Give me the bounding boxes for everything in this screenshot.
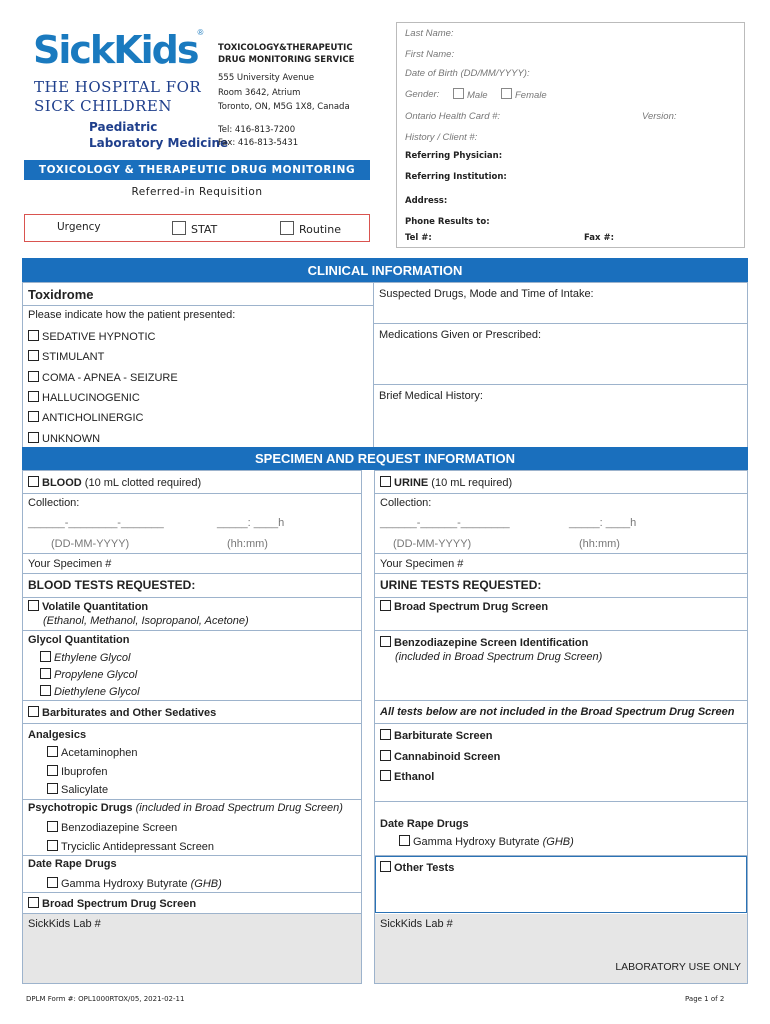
blood-time-format: (hh:mm)	[227, 538, 268, 550]
urine-column	[374, 470, 748, 984]
address-field[interactable]: Address:	[405, 196, 448, 206]
toxidrome-option[interactable]: UNKNOWN	[28, 432, 100, 445]
urgency-label: Urgency	[57, 221, 101, 233]
checkbox-icon[interactable]	[28, 432, 39, 443]
glycol-option[interactable]: Ethylene Glycol	[40, 651, 130, 664]
service-address-3: Toronto, ON, M5G 1X8, Canada	[218, 102, 350, 112]
male-box[interactable]	[453, 88, 464, 99]
analgesics-label: Analgesics	[28, 729, 87, 741]
urine-date-format: (DD-MM-YYYY)	[393, 538, 472, 550]
benzo-note: (included in Broad Spectrum Drug Screen)	[395, 651, 603, 663]
medical-history-field[interactable]: Brief Medical History:	[379, 390, 483, 402]
service-name-1: TOXICOLOGY&THERAPEUTIC	[218, 43, 353, 53]
checkbox-icon[interactable]	[380, 636, 391, 647]
first-name-field[interactable]: First Name:	[405, 49, 455, 60]
checkbox-icon[interactable]	[40, 685, 51, 696]
last-name-field[interactable]: Last Name:	[405, 28, 454, 39]
checkbox-icon[interactable]	[28, 411, 39, 422]
not-included-note: All tests below are not included in the Broad Spectrum Drug Screen	[380, 706, 735, 718]
glycol-option[interactable]: Propylene Glycol	[40, 668, 137, 681]
analgesic-option[interactable]: Ibuprofen	[47, 765, 107, 778]
checkbox-icon[interactable]	[28, 476, 39, 487]
checkbox-icon[interactable]	[47, 765, 58, 776]
other-tests-box[interactable]	[375, 856, 747, 913]
urine-specimen-no[interactable]: Your Specimen #	[380, 558, 464, 570]
volatile-note: (Ethanol, Methanol, Isopropanol, Acetone)	[43, 615, 249, 627]
urine-test-option[interactable]: Barbiturate Screen	[380, 729, 492, 742]
referring-institution-field[interactable]: Referring Institution:	[405, 172, 507, 182]
checkbox-icon[interactable]	[47, 746, 58, 757]
service-fax: Fax: 416-813-5431	[218, 138, 299, 148]
health-card-field[interactable]: Ontario Health Card #:	[405, 111, 501, 122]
blood-checkbox[interactable]: BLOOD (10 mL clotted required)	[28, 476, 201, 489]
gender-male-checkbox[interactable]	[453, 88, 488, 101]
blood-broad-spectrum-checkbox[interactable]: Broad Spectrum Drug Screen	[28, 897, 196, 910]
analgesic-option[interactable]: Acetaminophen	[47, 746, 137, 759]
checkbox-icon[interactable]	[380, 476, 391, 487]
blood-column	[22, 470, 362, 984]
urine-ghb-checkbox[interactable]: Gamma Hydroxy Butyrate (GHB)	[399, 835, 574, 848]
analgesic-option[interactable]: Salicylate	[47, 783, 108, 796]
sickkids-logo	[33, 28, 203, 72]
medications-field[interactable]: Medications Given or Prescribed:	[379, 329, 542, 341]
urine-broad-spectrum-checkbox[interactable]: Broad Spectrum Drug Screen	[380, 600, 548, 613]
checkbox-icon[interactable]	[28, 330, 39, 341]
specimen-header: SPECIMEN AND REQUEST INFORMATION	[22, 447, 748, 470]
gender-label: Gender:	[405, 89, 440, 100]
male-label: Male	[467, 90, 488, 101]
blood-lab-no: SickKids Lab #	[28, 918, 101, 930]
stat-box[interactable]	[172, 221, 186, 235]
blood-date-input[interactable]: ______-________-_______	[28, 517, 164, 529]
gender-female-checkbox[interactable]	[501, 88, 547, 101]
dept-line1: Paediatric	[89, 120, 158, 134]
glycol-label: Glycol Quantitation	[28, 634, 130, 646]
checkbox-icon[interactable]	[28, 897, 39, 908]
urgency-box	[24, 214, 370, 242]
urine-time-input[interactable]: _____: ____h	[569, 517, 637, 529]
checkbox-icon[interactable]	[28, 391, 39, 402]
blood-collection-label: Collection:	[28, 497, 80, 509]
service-name-2: DRUG MONITORING SERVICE	[218, 55, 355, 65]
urine-tests-header: URINE TESTS REQUESTED:	[380, 578, 542, 592]
clinical-header: CLINICAL INFORMATION	[22, 258, 748, 282]
urine-date-input[interactable]: ______-______-________	[380, 517, 510, 529]
checkbox-icon[interactable]	[40, 668, 51, 679]
psychotropic-option[interactable]: Benzodiazepine Screen	[47, 821, 177, 834]
blood-date-format: (DD-MM-YYYY)	[51, 538, 130, 550]
checkbox-icon[interactable]	[47, 783, 58, 794]
checkbox-icon[interactable]	[399, 835, 410, 846]
checkbox-icon[interactable]	[47, 821, 58, 832]
urine-lab-no: SickKids Lab #	[380, 918, 453, 930]
patient-box[interactable]	[396, 22, 745, 248]
urine-date-rape-label: Date Rape Drugs	[380, 818, 469, 830]
fax-field[interactable]: Fax #:	[584, 233, 615, 243]
other-tests-checkbox[interactable]: Other Tests	[380, 861, 454, 874]
checkbox-icon[interactable]	[28, 371, 39, 382]
checkbox-icon[interactable]	[47, 877, 58, 888]
toxidrome-option[interactable]: ANTICHOLINERGIC	[28, 411, 143, 424]
tel-field[interactable]: Tel #:	[405, 233, 432, 243]
service-address-2: Room 3642, Atrium	[218, 88, 301, 98]
checkbox-icon[interactable]	[380, 861, 391, 872]
volatile-checkbox[interactable]: Volatile Quantitation	[28, 600, 148, 613]
routine-label: Routine	[299, 223, 341, 236]
hospital-line1: THE HOSPITAL FOR	[34, 78, 202, 96]
title-banner: TOXICOLOGY & THERAPEUTIC DRUG MONITORING	[24, 160, 370, 180]
checkbox-icon[interactable]	[380, 600, 391, 611]
form-number: DPLM Form #: OPL1000RTOX/05, 2021-02-11	[26, 995, 185, 1003]
urine-checkbox[interactable]: URINE (10 mL required)	[380, 476, 512, 489]
checkbox-icon[interactable]	[40, 651, 51, 662]
hospital-line2: SICK CHILDREN	[34, 97, 172, 115]
lab-use-only: LABORATORY USE ONLY	[615, 961, 741, 973]
benzo-id-checkbox[interactable]: Benzodiazepine Screen Identification	[380, 636, 588, 649]
stat-checkbox[interactable]	[172, 221, 217, 236]
checkbox-icon[interactable]	[47, 840, 58, 851]
female-box[interactable]	[501, 88, 512, 99]
checkbox-icon[interactable]	[28, 706, 39, 717]
blood-time-input[interactable]: _____: ____h	[217, 517, 285, 529]
urine-time-format: (hh:mm)	[579, 538, 620, 550]
registered-mark: ®	[197, 28, 204, 37]
service-address-1: 555 University Avenue	[218, 73, 315, 83]
toxidrome-option[interactable]: HALLUCINOGENIC	[28, 391, 140, 404]
checkbox-icon[interactable]	[380, 729, 391, 740]
toxidrome-option[interactable]: COMA - APNEA - SEIZURE	[28, 371, 178, 384]
referring-physician-field[interactable]: Referring Physician:	[405, 151, 503, 161]
toxidrome-label: Toxidrome	[28, 287, 94, 302]
glycol-option[interactable]: Diethylene Glycol	[40, 685, 140, 698]
subtitle: Referred-in Requisition	[131, 186, 263, 198]
blood-tests-header: BLOOD TESTS REQUESTED:	[28, 578, 196, 592]
checkbox-icon[interactable]	[28, 600, 39, 611]
phone-results-label: Phone Results to:	[405, 217, 490, 227]
stat-label: STAT	[191, 223, 218, 236]
blood-specimen-no[interactable]: Your Specimen #	[28, 558, 112, 570]
suspected-drugs-field[interactable]: Suspected Drugs, Mode and Time of Intake:	[379, 288, 594, 300]
presented-label: Please indicate how the patient presented:	[28, 309, 236, 321]
toxidrome-option[interactable]: STIMULANT	[28, 350, 104, 363]
clinical-section	[22, 282, 748, 450]
routine-checkbox[interactable]	[280, 221, 341, 236]
urine-test-option[interactable]: Ethanol	[380, 770, 434, 783]
page-number: Page 1 of 2	[685, 995, 725, 1003]
dob-field[interactable]: Date of Birth (DD/MM/YYYY):	[405, 68, 530, 79]
checkbox-icon[interactable]	[380, 770, 391, 781]
barbiturates-checkbox[interactable]: Barbiturates and Other Sedatives	[28, 706, 216, 719]
ghb-checkbox[interactable]: Gamma Hydroxy Butyrate (GHB)	[47, 877, 222, 890]
psychotropic-label: Psychotropic Drugs (included in Broad Spectrum Drug Screen)	[28, 802, 343, 814]
dept-line2: Laboratory Medicine	[89, 136, 229, 150]
female-label: Female	[515, 90, 547, 101]
history-field[interactable]: History / Client #:	[405, 132, 478, 143]
psychotropic-option[interactable]: Tryciclic Antidepressant Screen	[47, 840, 214, 853]
routine-box[interactable]	[280, 221, 294, 235]
checkbox-icon[interactable]	[380, 750, 391, 761]
date-rape-label: Date Rape Drugs	[28, 858, 117, 870]
checkbox-icon[interactable]	[28, 350, 39, 361]
service-tel: Tel: 416-813-7200	[218, 125, 296, 135]
toxidrome-option[interactable]: SEDATIVE HYPNOTIC	[28, 330, 155, 343]
urine-collection-label: Collection:	[380, 497, 432, 509]
urine-test-option[interactable]: Cannabinoid Screen	[380, 750, 500, 763]
version-field[interactable]: Version:	[642, 111, 677, 122]
brand-name: SickKids	[33, 28, 198, 72]
